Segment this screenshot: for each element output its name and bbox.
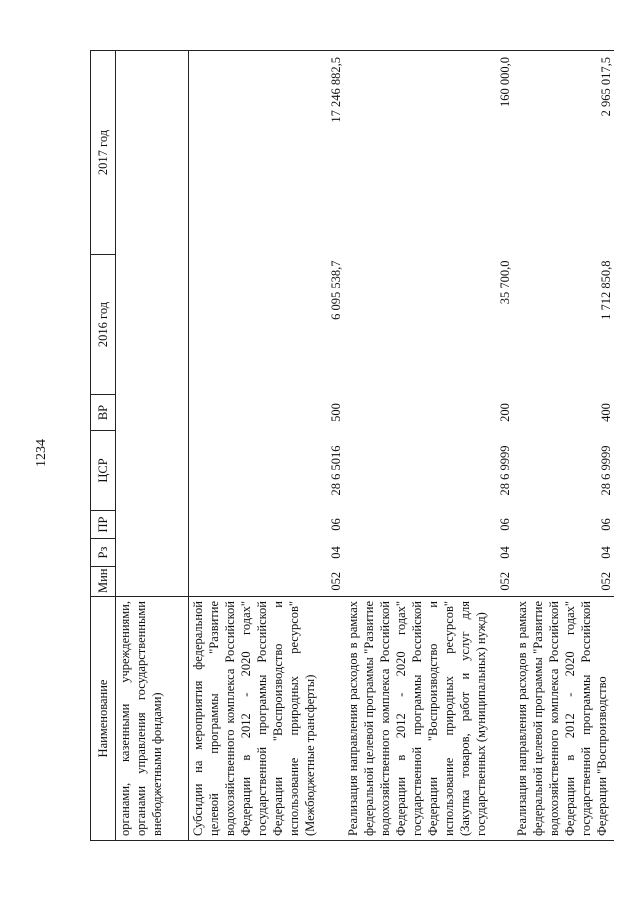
header-vr: ВР <box>91 395 116 431</box>
table-row <box>513 51 614 841</box>
row-2017: 160 000,0 <box>344 51 513 255</box>
row-name: Субсидии на мероприятия федеральной целевой программы "Развитие водохозяйственного комплекса Российской Федерации в 2012 - 2020 годах" государственной программы Российской Федерации "Воспроизводство и использование природных ресурсов" (Межбюджетные трансферты) <box>189 597 345 841</box>
row-pr: 06 <box>329 518 343 531</box>
row-rz <box>116 539 189 567</box>
row-csr <box>116 431 189 511</box>
header-row <box>91 51 116 841</box>
row-name: Реализация направления расходов в рамках федеральной целевой программы "Развитие водохозяйственного комплекса Российской Федерации в 2012 - 2020 годах" государственной программы Российской Федерации "Воспроизводство <box>513 597 614 841</box>
header-csr: ЦСР <box>91 431 116 511</box>
row-vr: 500 <box>329 403 343 422</box>
table-row <box>189 51 345 841</box>
row-2016: 6 095 538,7 <box>329 260 343 320</box>
row-min <box>116 567 189 597</box>
row-vr: 400 <box>599 403 613 422</box>
row-csr: 28 6 9999 <box>498 445 512 496</box>
header-2017: 2017 год <box>91 51 116 255</box>
row-2016 <box>116 255 189 395</box>
row-pr: 06 <box>599 518 613 531</box>
header-2016: 2016 год <box>91 255 116 395</box>
header-min: Мин <box>91 567 116 597</box>
page-number: 1234 <box>34 439 49 467</box>
row-vr: 200 <box>498 403 512 422</box>
row-2017: 17 246 882,5 <box>189 51 345 255</box>
row-vr <box>116 395 189 431</box>
row-2016: 35 700,0 <box>498 260 512 305</box>
row-min: 052 <box>498 571 512 591</box>
row-pr <box>116 511 189 539</box>
row-name: органами, казенными учреждениями, органами управления государственными внебюджетными фондами) <box>116 597 189 841</box>
header-name: Наименование <box>91 597 116 841</box>
header-rz: Рз <box>91 539 116 567</box>
row-min: 052 <box>329 571 343 591</box>
row-min: 052 <box>599 571 613 591</box>
row-csr: 28 6 5016 <box>329 445 343 496</box>
header-pr: ПР <box>91 511 116 539</box>
row-pr: 06 <box>498 518 512 531</box>
table-row <box>344 51 513 841</box>
row-2017 <box>116 51 189 255</box>
row-2017: 2 965 017,5 <box>513 51 614 255</box>
rotated-table-area <box>90 51 613 841</box>
row-rz: 04 <box>498 546 512 559</box>
row-rz: 04 <box>599 546 613 559</box>
row-rz: 04 <box>329 546 343 559</box>
row-csr: 28 6 9999 <box>599 445 613 496</box>
row-name: Реализация направления расходов в рамках федеральной целевой программы "Развитие водохозяйственного комплекса Российской Федерации в 2012 - 2020 годах" государственной программы Российской Федерации "Воспроизводство и использование природных ресурсов" (Закупка товаров, работ и услуг для государственных (муниципальных) нужд) <box>344 597 513 841</box>
row-2016: 1 712 850,8 <box>599 260 613 320</box>
budget-table <box>90 50 614 841</box>
table-row <box>116 51 189 841</box>
